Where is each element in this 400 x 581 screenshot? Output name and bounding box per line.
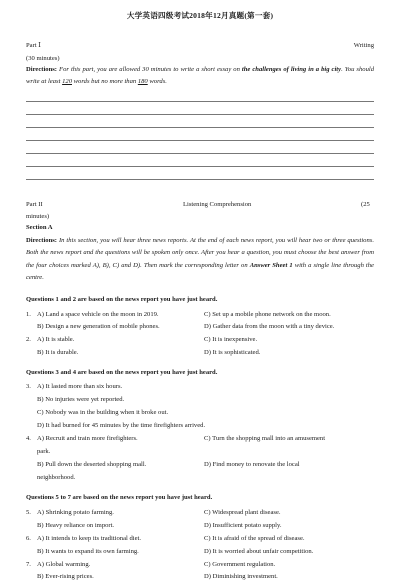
q7-option-c: C) Government regulation. — [204, 561, 276, 568]
q3-option-c: C) Nobody was in the building when it broke out. — [37, 409, 169, 416]
writing-line — [26, 127, 374, 128]
part1-topic-2: living in a big city — [290, 66, 342, 73]
part2-section-name: Listening Comprehension — [183, 201, 252, 208]
q3-option-a: A) It lasted more than six hours. — [37, 383, 123, 390]
part2-time-open: (25 — [361, 201, 370, 208]
part2-directions — [26, 235, 374, 284]
question-group-header: Questions 5 to 7 are based on the news report you have just heard. — [26, 494, 213, 501]
q2-option-a: A) It is stable. — [37, 336, 75, 343]
part2-directions-label: Directions: — [26, 237, 58, 244]
q7-option-d: D) Diminishing investment. — [204, 573, 278, 580]
part1-directions-text: For this part, you are allowed 30 minutes to write a short essay on — [59, 66, 240, 73]
part1-max-words: 180 — [137, 77, 148, 85]
part1-time: (30 minutes) — [26, 55, 60, 62]
part2-time-close: minutes) — [26, 213, 50, 220]
q5-option-a: A) Shrinking potato farming. — [37, 509, 114, 516]
part1-label: Part Ⅰ — [26, 42, 41, 49]
question-group-header: Questions 3 and 4 are based on the news report you have just heard. — [26, 369, 218, 376]
writing-line — [26, 166, 374, 167]
part2-directions-text: In this section, you will hear three news reports. At the end of each news report, you will hear two or three questions. Both the news report and the questions will be spoken only once. After you hear a question, you must choose the best answer from the four choices marked A), B), C) and D). Then mark the corresponding letter on — [26, 237, 374, 269]
q4-option-c-wrap: park. — [37, 448, 51, 455]
question-number: 2. — [26, 336, 31, 343]
writing-line — [26, 114, 374, 115]
q3-option-d: D) It had burned for 45 minutes by the time firefighters arrived. — [37, 422, 206, 429]
part1-directions — [26, 64, 374, 87]
question-number: 7. — [26, 561, 31, 568]
part1-section-name: Writing — [353, 42, 374, 49]
q1-option-d: D) Gather data from the moon with a tiny device. — [204, 323, 335, 330]
q1-option-a: A) Land a space vehicle on the moon in 2019. — [37, 311, 159, 318]
q4-option-d-wrap: neighborhood. — [37, 474, 76, 481]
q6-option-d: D) It is worried about unfair competition. — [204, 548, 314, 555]
q4-option-b: B) Pull down the deserted shopping mall. — [37, 461, 147, 468]
part1-directions-label: Directions: — [26, 66, 58, 73]
part2-directions-text-2: with a single line through the centre. — [26, 261, 374, 281]
q6-option-a: A) It intends to keep its traditional diet. — [37, 535, 142, 542]
q5-option-b: B) Heavy reliance on import. — [37, 522, 115, 529]
part1-directions-text-3: words but no more than — [73, 77, 137, 85]
answer-sheet-ref: Answer Sheet 1 — [249, 261, 293, 269]
q4-option-c: C) Turn the shopping mall into an amusement — [204, 435, 326, 442]
part1-min-words: 120 — [62, 77, 72, 85]
q5-option-d: D) Insufficient potato supply. — [204, 522, 282, 529]
q7-option-a: A) Global warming. — [37, 561, 91, 568]
question-group-header: Questions 1 and 2 are based on the news report you have just heard. — [26, 296, 218, 303]
question-number: 3. — [26, 383, 31, 390]
q5-option-c: C) Widespread plant disease. — [204, 509, 281, 516]
writing-line — [26, 179, 374, 180]
q2-option-b: B) It is durable. — [37, 349, 79, 356]
writing-line — [26, 153, 374, 154]
q1-option-c: C) Set up a mobile phone network on the moon. — [204, 311, 331, 318]
question-number: 5. — [26, 509, 31, 516]
question-number: 4. — [26, 435, 31, 442]
q4-option-a: A) Recruit and train more firefighters. — [37, 435, 138, 442]
page-title: 大学英语四级考试2018年12月真题(第一套) — [126, 11, 274, 20]
writing-line — [26, 140, 374, 141]
q6-option-c: C) It is afraid of the spread of disease. — [204, 535, 305, 542]
part1-directions-text-2: . You should write at least — [26, 66, 374, 85]
q1-option-b: B) Design a new generation of mobile phones. — [37, 323, 160, 330]
q4-option-d: D) Find money to renovate the local — [204, 461, 300, 468]
question-number: 1. — [26, 311, 31, 318]
q2-option-d: D) It is sophisticated. — [204, 349, 261, 356]
part1-directions-text-4: words. — [149, 77, 167, 85]
section-a-heading: Section A — [26, 224, 53, 231]
q3-option-b: B) No injuries were yet reported. — [37, 396, 125, 403]
q7-option-b: B) Ever-rising prices. — [37, 573, 94, 580]
part1-topic-1: the challenges of — [241, 66, 289, 73]
q2-option-c: C) It is inexpensive. — [204, 336, 258, 343]
part2-label: Part II — [26, 201, 43, 208]
question-number: 6. — [26, 535, 31, 542]
writing-line — [26, 101, 374, 102]
q6-option-b: B) It wants to expand its own farming. — [37, 548, 139, 555]
